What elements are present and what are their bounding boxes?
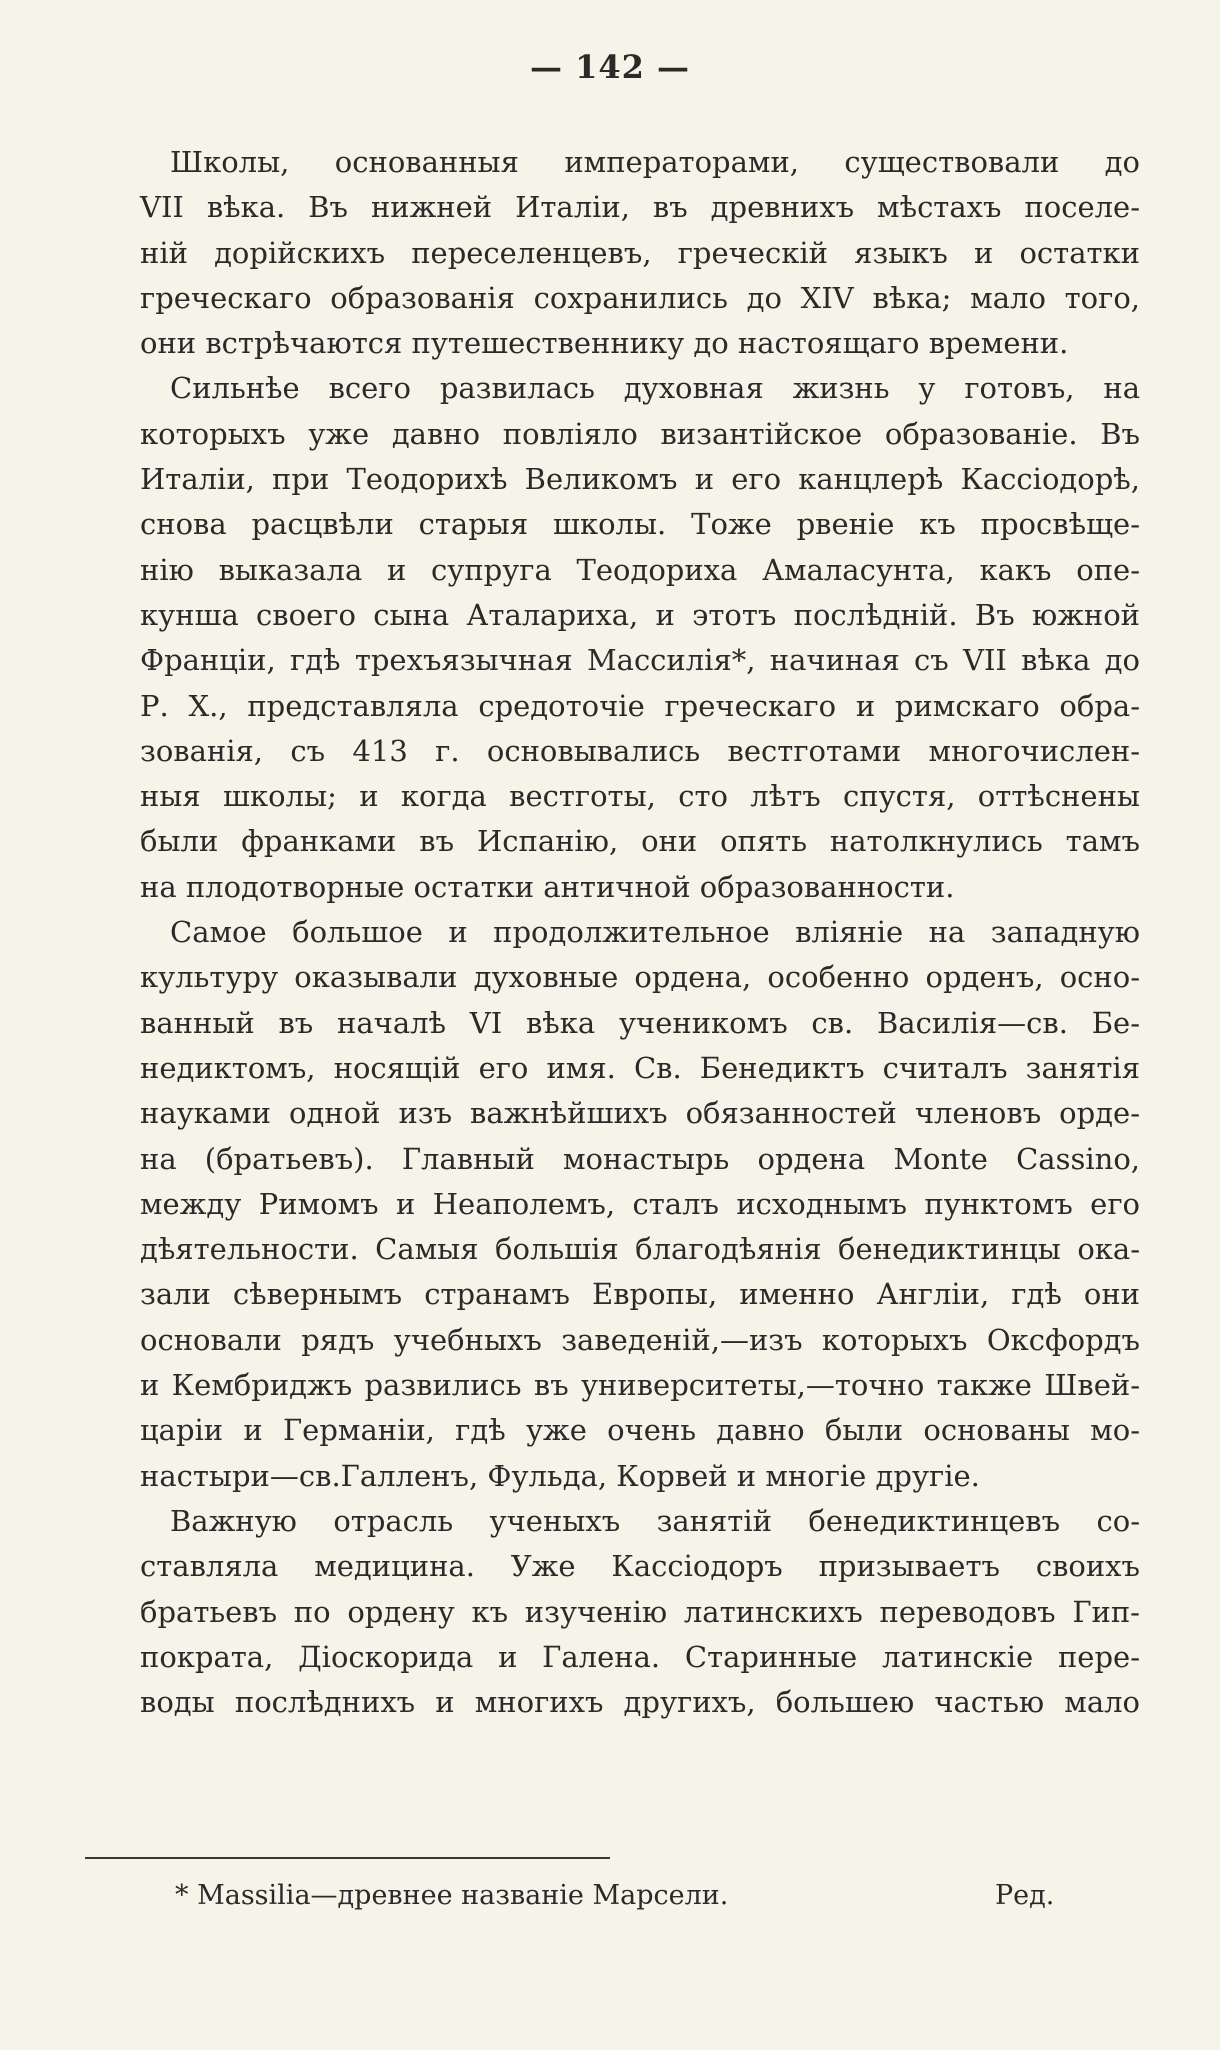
footnote-text: * Massilia—древнее названіе Марсели. (175, 1880, 729, 1911)
text-line: на плодотворные остатки античной образованности. (140, 869, 955, 904)
text-line: Самое большое и продолжительное вліяніе на западную (170, 915, 1140, 950)
text-line: Важную отрасль ученыхъ занятій бенедиктинцевъ со- (170, 1503, 1140, 1538)
paragraph-1 (140, 140, 1140, 366)
page-number: — 142 — (529, 48, 691, 86)
text-line: ванный въ началѣ VI вѣка ученикомъ св. Василія—св. Бе- (140, 1005, 1140, 1040)
text-line: царіи и Германіи, гдѣ уже очень давно были основаны мо- (140, 1413, 1140, 1448)
text-line: воды послѣднихъ и многихъ другихъ, большею частью мало (140, 1685, 1140, 1720)
text-line: греческаго образованія сохранились до XIV вѣка; мало того, (140, 280, 1140, 315)
text-line: были франками въ Испанію, они опять натолкнулись тамъ (140, 824, 1140, 859)
text-line: Школы, основанныя императорами, существовали до (170, 145, 1140, 179)
text-line: ставляла медицина. Уже Кассіодоръ призываетъ своихъ (140, 1549, 1140, 1584)
text-line: Сильнѣе всего развилась духовная жизнь у готовъ, на (170, 371, 1140, 406)
text-line: которыхъ уже давно повліяло византійское образованіе. Въ (140, 416, 1140, 451)
paragraph-2 (140, 366, 1140, 910)
text-line: Р. Х., представляла средоточіе греческаго и римскаго обра- (140, 688, 1140, 723)
text-line: дѣятельности. Самыя большія благодѣянія бенедиктинцы ока- (140, 1232, 1140, 1267)
text-line: основали рядъ учебныхъ заведеній,—изъ которыхъ Оксфордъ (140, 1322, 1140, 1357)
text-line: VII вѣка. Въ нижней Италіи, въ древнихъ мѣстахъ поселе- (140, 190, 1140, 225)
text-line: между Римомъ и Неаполемъ, сталъ исходнымъ пунктомъ его (140, 1186, 1140, 1221)
paragraph-4 (140, 1499, 1140, 1725)
text-line: ній дорійскихъ переселенцевъ, греческій языкъ и остатки (140, 235, 1140, 270)
text-line: настыри—св.Галленъ, Фульда, Корвей и многіе другіе. (140, 1458, 980, 1493)
text-line: культуру оказывали духовные ордена, особенно орденъ, осно- (140, 960, 1140, 995)
footnote-divider (85, 1857, 610, 1859)
text-line: снова расцвѣли старыя школы. Тоже рвеніе къ просвѣще- (140, 507, 1140, 542)
text-line: братьевъ по ордену къ изученію латинскихъ переводовъ Гип- (140, 1594, 1140, 1629)
text-line: недиктомъ, носящій его имя. Св. Бенедиктъ считалъ занятія (140, 1050, 1140, 1085)
text-line: Италіи, при Теодорихѣ Великомъ и его канцлерѣ Кассіодорѣ, (140, 462, 1140, 497)
paragraph-3 (140, 910, 1140, 1499)
text-line: пократа, Діоскорида и Галена. Старинные латинскіе пере- (140, 1639, 1140, 1674)
text-line: Франціи, гдѣ трехъязычная Массилія*, начиная съ VII вѣка до (140, 643, 1140, 678)
text-line: науками одной изъ важнѣйшихъ обязанностей членовъ орде- (140, 1096, 1140, 1131)
text-line: на (братьевъ). Главный монастырь ордена Monte Cassino, (140, 1141, 1140, 1176)
text-line: нію выказала и супруга Теодориха Амаласунта, какъ опе- (140, 552, 1140, 587)
text-line: зали сѣвернымъ странамъ Европы, именно Англіи, гдѣ они (140, 1277, 1140, 1312)
text-line: ныя школы; и когда вестготы, сто лѣтъ спустя, оттѣснены (140, 779, 1140, 814)
body-text (140, 140, 1140, 1725)
text-line: и Кембриджъ развились въ университеты,—точно также Швей- (140, 1368, 1140, 1403)
text-line: они встрѣчаются путешественнику до настоящаго времени. (140, 326, 1069, 361)
text-line: кунша своего сына Аталариха, и этотъ послѣдній. Въ южной (140, 597, 1140, 632)
footnote-editor-mark: Ред. (995, 1880, 1055, 1911)
text-line: зованія, съ 413 г. основывались вестготами многочислен- (140, 733, 1140, 768)
